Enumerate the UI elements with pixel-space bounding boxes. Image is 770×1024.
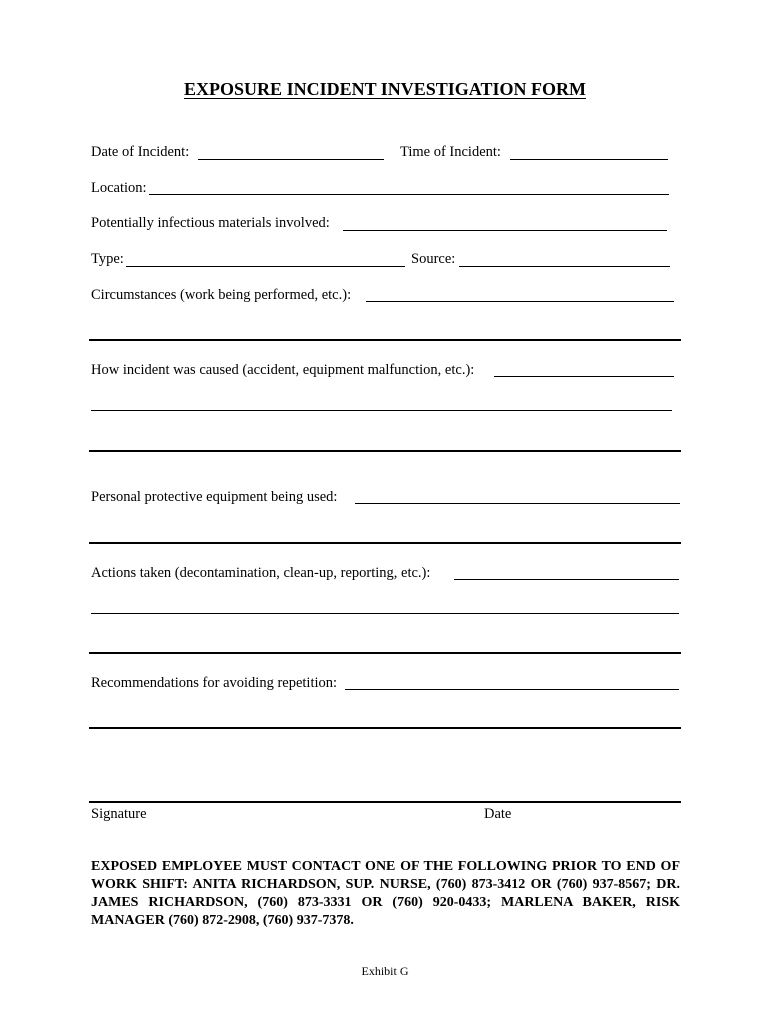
type-label: Type: [91,251,124,267]
date-label: Date [484,806,512,822]
cause-field[interactable] [494,376,674,377]
cause-label: How incident was caused (accident, equipment malfunction, etc.): [91,362,475,378]
actions-field[interactable] [454,579,679,580]
recommendations-label: Recommendations for avoiding repetition: [91,675,338,691]
circumstances-field[interactable] [366,301,674,302]
type-field[interactable] [126,266,405,267]
actions-line-2[interactable] [89,652,681,654]
circumstances-label: Circumstances (work being performed, etc.): [91,287,352,303]
source-field[interactable] [459,266,670,267]
ppe-label: Personal protective equipment being used: [91,489,338,505]
form-title [0,78,770,100]
exhibit-label: Exhibit G [361,964,409,978]
date-of-incident-field[interactable] [198,159,384,160]
time-of-incident-label: Time of Incident: [400,144,501,160]
ppe-field[interactable] [355,503,680,504]
materials-label: Potentially infectious materials involved: [91,215,330,231]
contact-notice: EXPOSED EMPLOYEE MUST CONTACT ONE OF THE FOLLOWING PRIOR TO END OF WORK SHIFT: ANITA RICHARDSON, SUP. NURSE, (760) 873-3412 OR (760) 937-8567; DR. JAMES RICHARDSON, (760) 873-3331 OR (760) 920-0433; MARLENA BAKER, RISK MANAGER (760) 872-2908, (760) 937-7378. [91,859,680,928]
form-title-text: EXPOSURE INCIDENT INVESTIGATION FORM [184,79,586,99]
cause-line-1[interactable] [91,410,672,411]
materials-field[interactable] [343,230,667,231]
location-label: Location: [91,180,147,196]
signature-line[interactable] [89,801,681,803]
location-field[interactable] [149,194,669,195]
recommendations-field[interactable] [345,689,679,690]
actions-label: Actions taken (decontamination, clean-up, reporting, etc.): [91,565,431,581]
actions-line-1[interactable] [91,613,679,614]
signature-label: Signature [91,806,147,822]
ppe-line[interactable] [89,542,681,544]
source-label: Source: [411,251,456,267]
time-of-incident-field[interactable] [510,159,668,160]
cause-line-2[interactable] [89,450,681,452]
recommendations-line[interactable] [89,727,681,729]
circumstances-line[interactable] [89,339,681,341]
date-of-incident-label: Date of Incident: [91,144,190,160]
